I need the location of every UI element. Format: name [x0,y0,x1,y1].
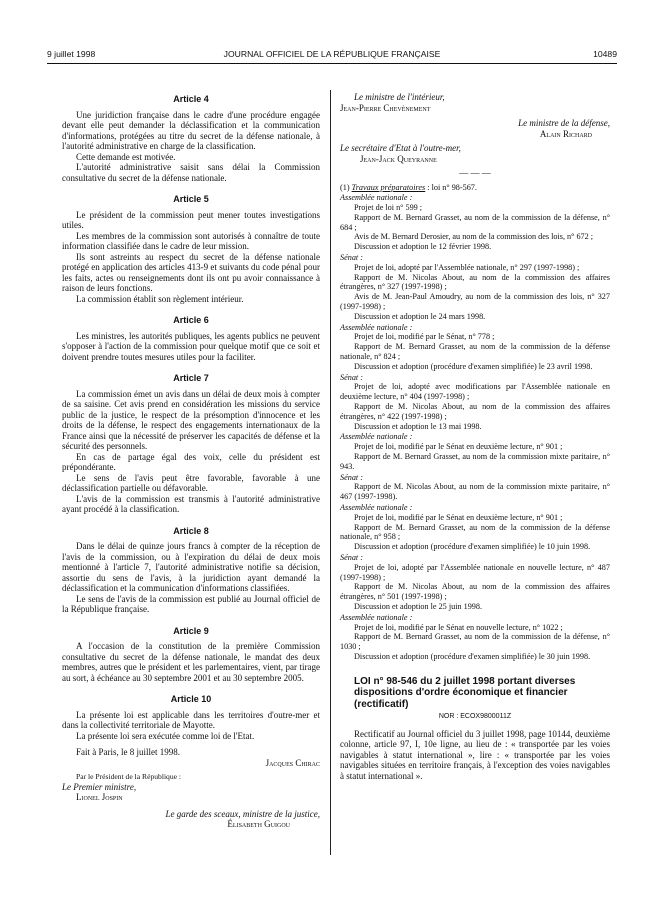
note-line: Discussion et adoption le 13 mai 1998. [354,421,482,431]
note-line: Avis de M. Bernard Derosier, au nom de la commission des lois, n° 672 ; [354,232,594,242]
article-title: Article 6 [173,315,209,325]
chamber-heading: Sénat : [340,472,363,482]
article-paragraph: Ils sont astreints au respect du secret de la défense nationale protégé en application des articles 413-9 et suivants du code pénal pour les faits, actes ou renseignements dont ils ont pu avoir connaissance à raison de leurs fonctions. [62,251,320,293]
article-paragraph: En cas de partage égal des voix, celle du président est prépondérante. [62,451,320,472]
chamber-heading: Assemblée nationale : [340,322,413,332]
defense-title: Le ministre de la défense, [518,118,610,128]
note-line: Projet de loi, adopté avec modifications par l'Assemblée nationale en deuxième lecture, n° 404 (1997-1998) ; [340,382,610,402]
premier-ministre-title: Le Premier ministre, [62,781,137,792]
article-paragraph: Dans le délai de quinze jours francs à compter de la réception de l'avis de la commission, ou à l'expiration du délai de deux mois mentionné à l'article 7, l'autorité administrative notifie sa décision, assortie du sens de l'avis, à la juridiction ayant demandé la déclassification et la communication d'informations classifiées. [62,541,320,593]
article-paragraph: La commission établit son règlement intérieur. [76,293,244,304]
preparatory-works [340,183,610,662]
footnote-rest: : loi n° 98-567. [425,182,477,192]
article-paragraph: La présente loi est applicable dans les territoires d'outre-mer et dans la collectivité territoriale de Mayotte. [62,709,320,730]
interieur-title: Le ministre de l'intérieur, [354,92,445,102]
note-line: Avis de M. Jean-Paul Amoudry, au nom de la commission des lois, n° 327 (1997-1998) ; [340,292,610,312]
loi-title: LOI n° 98-546 du 2 juillet 1998 portant diverses dispositions d'ordre économique et financier (rectificatif) [354,675,576,710]
note-line: Rapport de M. Nicolas About, au nom de la commission mixte paritaire, n° 467 (1997-1998). [340,482,610,502]
rectificatif: Rectificatif au Journal officiel du 3 juillet 1998, page 10144, deuxième colonne, article 97, I, 10e ligne, au lieu de : « transportée par les voies navigables à statut international », lire : « transportée par les voies navigables situées en territoire français, à l'exception des voies navigables à statut international ». [340,728,610,781]
note-line: Projet de loi, modifié par le Sénat en nouvelle lecture, n° 1022 ; [354,622,563,632]
outremer-title: Le secrétaire d'Etat à l'outre-mer, [340,143,461,153]
note-line: Projet de loi, modifié par le Sénat, n° 778 ; [354,332,495,342]
note-line: Projet de loi n° 599 ; [354,203,423,213]
note-line: Rapport de M. Bernard Grasset, au nom de la commission de la défense nationale, n° 824 ; [340,342,610,362]
note-line: Rapport de M. Nicolas About, au nom de la commission des affaires étrangères, n° 501 (1997-1998) ; [340,582,610,602]
outremer-name: Jean-Jack Queyranne [360,153,437,164]
article-title: Article 9 [173,625,209,636]
note-line: Rapport de M. Nicolas About, au nom de la commission des affaires étrangères, n° 327 (1997-1998) ; [340,272,610,292]
footnote-label: Travaux préparatoires [351,182,426,192]
nor-reference: NOR : ECOX9800011Z [438,713,512,721]
article-title: Article 10 [170,694,212,704]
note-line: Rapport de M. Nicolas About, au nom de la commission des affaires étrangères, n° 422 (1997-1998) ; [340,402,610,421]
justice-title: Le garde des sceaux, ministre de la justice, [165,808,320,819]
note-line: Discussion et adoption (procédure d'examen simplifiée) le 30 juin 1998. [354,651,591,661]
signature-president: Jacques Chirac [265,757,320,768]
page-header [47,49,617,63]
note-line: Discussion et adoption le 25 juin 1998. [354,601,483,611]
header-rule [47,63,617,64]
note-line: Discussion et adoption (procédure d'examen simplifiée) le 10 juin 1998. [354,542,591,552]
article-paragraph: La présente loi sera exécutée comme loi de l'Etat. [76,730,255,741]
note-line: Rapport de M. Bernard Grasset, au nom de la commission de la défense, n° 684 ; [340,212,610,232]
article-paragraph: Les membres de la commission sont autorisés à connaître de toute information classifiée dans le cadre de leur mission. [62,230,320,251]
chamber-heading: Assemblée nationale : [340,432,413,442]
note-line: Projet de loi, adopté par l'Assemblée nationale, n° 297 (1997-1998) ; [354,262,580,272]
footnote [340,183,610,193]
article-title: Article 8 [173,525,209,536]
article-paragraph: A l'occasion de la constitution de la première Commission consultative du secret de la défense nationale, le mandat des deux membres, autres que le président et les parlementaires, vient, par tirage au sort, à échéance au 30 septembre 2001 et au 30 septembre 2005. [62,641,320,683]
note-line: Discussion et adoption (procédure d'examen simplifiée) le 23 avril 1998. [354,361,593,371]
article-title: Article 5 [173,194,209,204]
note-line: Projet de loi, modifié par le Sénat en deuxième lecture, n° 901 ; [354,512,563,522]
par-le-president: Par le Président de la République : [76,772,182,781]
note-line: Projet de loi, modifié par le Sénat en deuxième lecture, n° 901 ; [354,442,563,452]
chamber-heading: Assemblée nationale : [340,612,413,622]
article-paragraph: L'autorité administrative saisit sans délai la Commission consultative du secret de la défense nationale. [62,162,320,183]
chamber-heading: Sénat : [340,552,363,562]
article-paragraph: Une juridiction française dans le cadre d'une procédure engagée devant elle peut demander la déclassification et la communication d'informations, protégées au titre du secret de la défense nationale, à l'autorité administrative en charge de la classification. [62,109,320,151]
chamber-heading: Sénat : [340,372,363,382]
header-title: JOURNAL OFFICIEL DE LA RÉPUBLIQUE FRANÇAISE [223,49,441,59]
article-paragraph: Le sens de l'avis peut être favorable, favorable à une déclassification partielle ou défavorable. [62,472,320,493]
article-paragraph: Le président de la commission peut mener toutes investigations utiles. [62,209,320,230]
notes-list [340,193,610,661]
article-title: Article 7 [173,373,209,383]
interieur-name: Jean-Pierre Chevènement [340,102,431,113]
note-line: Discussion et adoption le 12 février 1998. [354,242,492,252]
header-date: 9 juillet 1998 [47,49,96,59]
article-paragraph: Les ministres, les autorités publiques, les agents publics ne peuvent s'opposer à l'action de la commission pour quelque motif que ce soit et doivent prendre toutes mesures utiles pour la faciliter. [62,330,320,362]
note-line: Rapport de M. Bernard Grasset, au nom de la commission de la défense, n° 1030 ; [340,632,610,652]
articles [62,94,320,741]
done-at: Fait à Paris, le 8 juillet 1998. [76,747,180,757]
premier-ministre-name: Lionel Jospin [76,792,123,803]
article-paragraph: L'avis de la commission est transmis à l'autorité administrative ayant procédé à la classification. [62,493,320,514]
column-divider [330,90,331,855]
defense-name: Alain Richard [539,128,592,139]
right-column [340,92,610,781]
article-paragraph: La commission émet un avis dans un délai de deux mois à compter de sa saisine. Cet avis prend en considération les missions du service public de la justice, le respect de la présomption d'innocence et les droits de la défense, le respect des engagements internationaux de la France ainsi que la nécessité de préserver les capacités de défense et la sécurité des personnels. [62,388,320,451]
note-line: Projet de loi, adopté par l'Assemblée nationale en nouvelle lecture, n° 487 (1997-1998) ; [340,562,610,582]
note-line: Rapport de M. Bernard Grasset, au nom de la commission de la défense nationale, n° 958 ; [340,522,610,542]
article-paragraph: Cette demande est motivée. [76,151,176,162]
left-column [62,92,320,830]
note-line: Rapport de M. Bernard Grasset, au nom de la commission mixte paritaire, n° 943. [340,452,610,471]
chamber-heading: Sénat : [340,253,363,263]
header-page-number: 10489 [593,49,617,59]
justice-name: Élisabeth Guigou [227,819,290,830]
chamber-heading: Assemblée nationale : [340,503,413,512]
footnote-number: (1) [340,182,350,192]
separator: — — — [459,168,491,178]
chamber-heading: Assemblée nationale : [340,193,413,203]
note-line: Discussion et adoption le 24 mars 1998. [354,311,486,321]
article-title: Article 4 [173,94,209,104]
article-paragraph: Le sens de l'avis de la commission est publié au Journal officiel de la République française. [62,593,320,614]
